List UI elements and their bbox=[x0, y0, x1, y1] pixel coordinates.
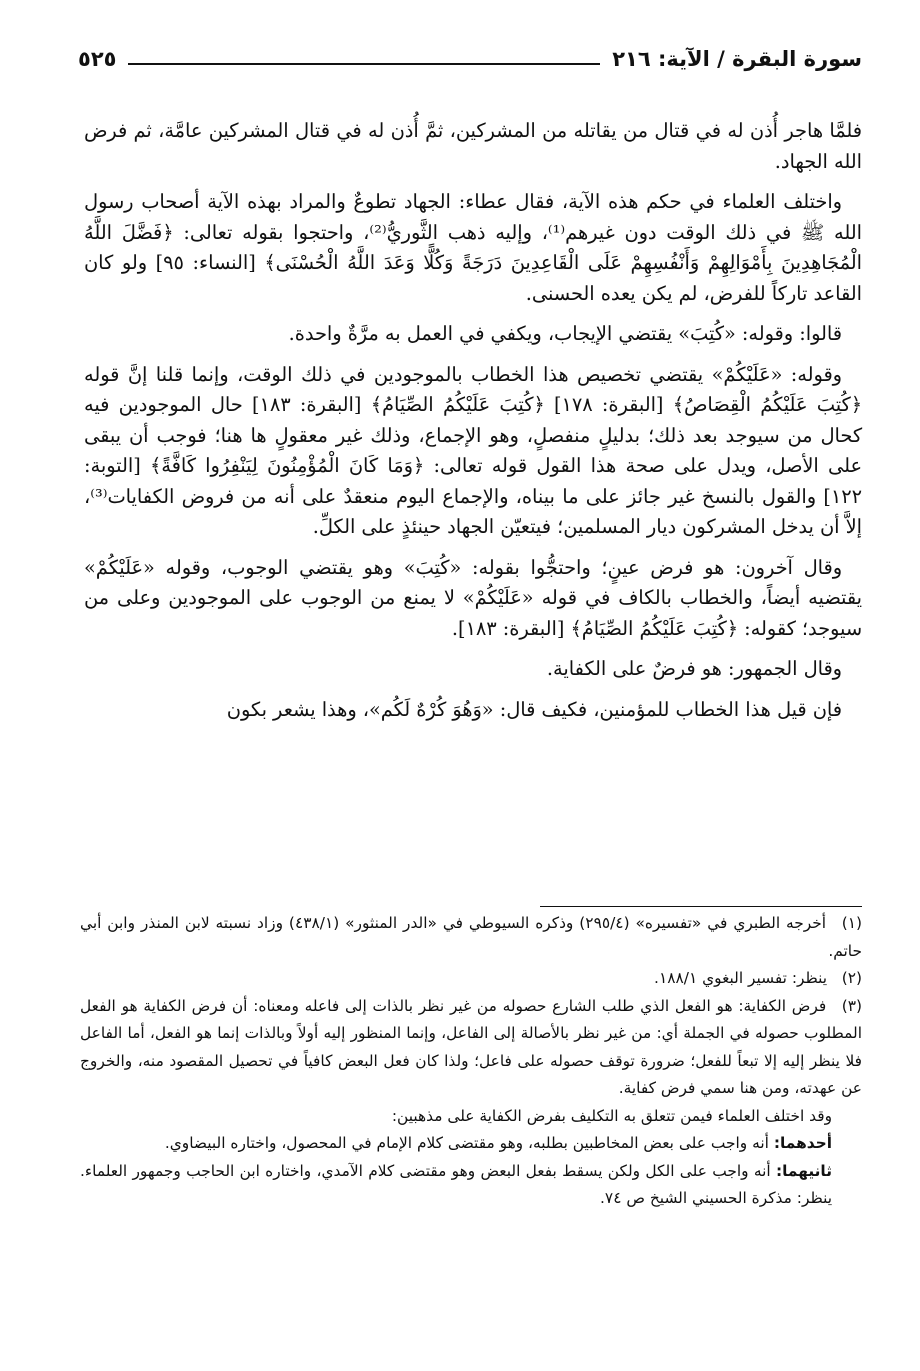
footnote-3-first-opinion bbox=[80, 1130, 832, 1158]
running-title: سورة البقرة / الآية: ٢١٦ bbox=[612, 47, 862, 71]
footnote-text: فرض الكفاية: هو الفعل الذي طلب الشارع حصوله من غير نظر بالذات إلى فاعله ومعناه: أن فرض الكفاية هو الفعل المطلوب حصوله في الجملة أي: من غير نظر بالأصالة إلى الفاعل، وإنما المنظور إليه أولاً وبالذات إنما هو الفعل، أما الفاعل فلا ينظر إليه إلا تبعاً للفعل؛ ضرورة توقف حصوله على فاعل؛ ولذا كان فعل البعض كافياً في تحصيل المقصود منه، والخروج عن عهدته، ومن هنا سمي فرض كفاية. bbox=[80, 996, 862, 1097]
paragraph: فإن قيل هذا الخطاب للمؤمنين، فكيف قال: «وَهُوَ كُرْهٌ لَكُم»، وهذا يشعر بكون bbox=[226, 697, 842, 721]
footnote-separator bbox=[540, 906, 862, 907]
paragraph: وقوله: «عَلَيْكُمْ» يقتضي تخصيص هذا الخطاب بالموجودين في ذلك الوقت، وإنما قلنا إنَّ قوله ﴿كُتِبَ عَلَيْكُمُ الْقِصَاصُ﴾ [البقرة: ١٧٨] ﴿كُتِبَ عَلَيْكُمُ الصِّيَامُ﴾ [البقرة: ١٨٣] حال الموجودين فيه كحال من سيوجد بعد ذلك؛ بدليلٍ منفصلٍ، وهو الإجماع، وذلك غير معقولٍ ها هنا؛ فوجب أن يبقى على الأصل، ويدل على صحة هذا القول قوله تعالى: ﴿وَمَا كَانَ الْمُؤْمِنُونَ لِيَنْفِرُوا كَافَّةً﴾ [التوبة: ١٢٢] والقول بالنسخ غير جائز على ما بيناه، والإجماع اليوم منعقدٌ على أنه من فروض الكفايات⁽³⁾، إلاَّ أن يدخل المشركون ديار المسلمين؛ فيتعيّن الجهاد حينئذٍ على الكلِّ. bbox=[84, 362, 862, 538]
page-header bbox=[78, 42, 862, 76]
footnote-3 bbox=[80, 993, 862, 1103]
paragraph: وقال الجمهور: هو فرضٌ على الكفاية. bbox=[546, 657, 842, 680]
main-text bbox=[84, 116, 862, 735]
paragraph: واختلف العلماء في حكم هذه الآية، فقال عطاء: الجهاد تطوعٌ والمراد بهذه الآية أصحاب رسول الله ﷺ في ذلك الوقت دون غيرهم⁽¹⁾، وإليه ذهب الثَّوريُّ⁽²⁾، واحتجوا بقوله تعالى: ﴿فَضَّلَ اللَّهُ الْمُجَاهِدِينَ بِأَمْوَالِهِمْ وَأَنْفُسِهِمْ عَلَى الْقَاعِدِينَ دَرَجَةً وَكُلًّا وَعَدَ اللَّهُ الْحُسْنَى﴾ [النساء: ٩٥] ولو كان القاعد تاركاً للفرض، لم يكن يعده الحسنى. bbox=[84, 190, 862, 305]
footnote-number: (١) bbox=[841, 914, 862, 932]
footnote-number: (٣) bbox=[841, 996, 862, 1015]
footnote-2 bbox=[80, 965, 862, 993]
footnote-3-second-opinion bbox=[80, 1158, 832, 1213]
footnote-text: ينظر: تفسير البغوي ١٨٨/١. bbox=[654, 969, 828, 987]
footnote-1 bbox=[80, 910, 862, 965]
opinion-text: أنه واجب على الكل ولكن يسقط بفعل البعض وهو مقتضى كلام الآمدي، واختاره ابن الحاجب وجمهور العلماء. ينظر: مذكرة الحسيني الشيخ ص ٧٤. bbox=[80, 1161, 832, 1207]
footnotes bbox=[80, 910, 862, 1213]
footnote-text: أخرجه الطبري في «تفسيره» (٢٩٥/٤) وذكره السيوطي في «الدر المنثور» (٤٣٨/١) وزاد نسبته لابن المنذر وابن أبي حاتم. bbox=[80, 914, 862, 960]
page-number: ٥٢٥ bbox=[78, 47, 117, 71]
paragraph: فلمَّا هاجر أُذن له في قتال من يقاتله من المشركين، ثمَّ أُذن له في قتال المشركين عامَّة، ثم فرض الله الجهاد. bbox=[84, 119, 862, 173]
footnote-number: (٢) bbox=[841, 969, 862, 987]
paragraph: وقال آخرون: هو فرض عينٍ؛ واحتجُّوا بقوله: «كُتِبَ» وهو يقتضي الوجوب، وقوله «عَلَيْكُمْ» يقتضيه أيضاً، والخطاب بالكاف في قوله «عَلَيْكُمْ» لا يمنع من الوجوب على الموجودين وعلى من سيوجد؛ كقوله: ﴿كُتِبَ عَلَيْكُمُ الصِّيَامُ﴾ [البقرة: ١٨٣]. bbox=[84, 555, 862, 640]
opinion-text: أنه واجب على بعض المخاطبين بطلبه، وهو مقتضى كلام الإمام في المحصول، واختاره البيضاوي. bbox=[164, 1134, 769, 1152]
header-rule bbox=[128, 63, 600, 65]
footnote-3-line: وقد اختلف العلماء فيمن تتعلق به التكليف بفرض الكفاية على مذهبين: bbox=[391, 1106, 832, 1125]
opinion-label: أحدهما: bbox=[773, 1134, 832, 1152]
paragraph: قالوا: وقوله: «كُتِبَ» يقتضي الإيجاب، ويكفي في العمل به مرَّةٌ واحدة. bbox=[288, 322, 842, 345]
opinion-label: ثانيهما: bbox=[775, 1161, 832, 1180]
